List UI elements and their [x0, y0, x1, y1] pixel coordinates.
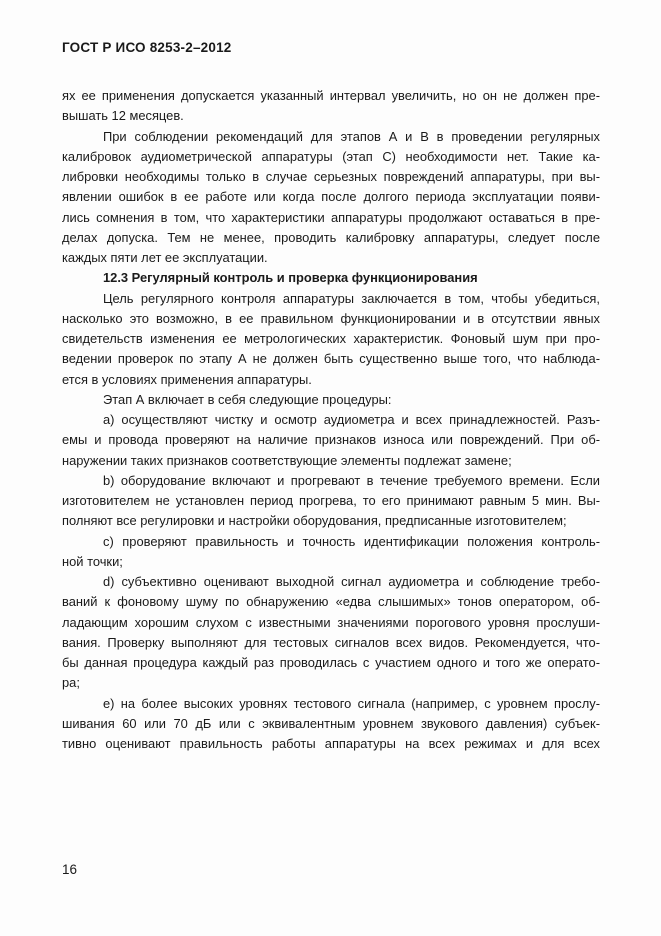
text-line: калибровок аудиометрической аппаратуры (этап С) необходимости нет. Такие ка- — [62, 148, 600, 164]
text-line: ладающим хорошим слухом с известными значениями порогового уровня прослуши- — [62, 614, 600, 630]
text-line: ведении проверок по этапу А не должен быть существенно выше того, что наблюда- — [62, 351, 600, 367]
list-item-b: b) оборудование включают и прогревают в течение требуемого времени. Если — [103, 472, 600, 488]
paragraph-start: Цель регулярного контроля аппаратуры заключается в том, чтобы убедиться, — [103, 290, 600, 306]
text-line: ра; — [62, 675, 80, 691]
text-line: ях ее применения допускается указанный интервал увеличить, но он не должен пре- — [62, 88, 600, 103]
text-line: свидетельств изменения ее метрологических характеристик. Фоновый шум при про- — [62, 331, 600, 346]
list-item-c: с) проверяют правильность и точность идентификации положения контроль- — [103, 533, 600, 549]
text-line: бы данная процедура каждый раз проводилась с участием одного и того же операто- — [62, 655, 600, 670]
text-line: вышать 12 месяцев. — [62, 108, 184, 124]
paragraph-start: При соблюдении рекомендаций для этапов А и В в проведении регулярных — [103, 128, 600, 144]
text-line: лись сомнения в том, что характеристики аппаратуры продолжают оставаться в пре- — [62, 209, 600, 225]
text-line: делах допуска. Тем не менее, проводить калибровку аппаратуры, следует после — [62, 229, 600, 245]
document-header: ГОСТ Р ИСО 8253-2–2012 — [62, 40, 232, 55]
text-line: наружении таких признаков соответствующие элементы подлежат замене; — [62, 452, 512, 468]
section-heading: 12.3 Регулярный контроль и проверка функционирования — [103, 270, 478, 286]
text-line: либровки необходимы только в случае серьезных повреждений аппаратуры, при вы- — [62, 169, 600, 184]
text-line: вания. Проверку выполняют для тестовых сигналов всех видов. Рекомендуется, что- — [62, 634, 600, 650]
text-line: ваний к фоновому шуму по обнаружению «едва слышимых» тонов оператором, об- — [62, 594, 600, 610]
text-line: тивно оценивают правильность работы аппаратуры на всех режимах и для всех — [62, 736, 600, 751]
text-line: полняют все регулировки и настройки оборудования, предписанные изготовителем; — [62, 513, 567, 529]
text-line: явлении ошибок в ее работе или когда после долгого периода эксплуатации появи- — [62, 189, 600, 205]
text-line: емы и провода проверяют на наличие признаков износа или повреждений. При об- — [62, 432, 600, 448]
list-item-e: е) на более высоких уровнях тестового сигнала (например, с уровнем прослу- — [103, 695, 600, 711]
paragraph-start: Этап А включает в себя следующие процедуры: — [103, 391, 392, 407]
document-body — [62, 86, 600, 754]
list-item-d: d) субъективно оценивают выходной сигнал аудиометра и соблюдение требо- — [103, 574, 600, 589]
text-line: каждых пяти лет ее эксплуатации. — [62, 250, 268, 265]
text-line: ется в условиях применения аппаратуры. — [62, 371, 312, 387]
text-line: изготовителем не установлен период прогрева, то его принимают равным 5 мин. Вы- — [62, 493, 600, 508]
list-item-a: а) осуществляют чистку и осмотр аудиометра и всех принадлежностей. Разъ- — [103, 412, 600, 427]
text-line: шивания 60 или 70 дБ или с эквивалентным уровнем звукового давления) субъек- — [62, 715, 600, 731]
text-line: ной точки; — [62, 553, 123, 569]
text-line: насколько это возможно, в ее правильном функционировании и в отсутствии явных — [62, 310, 600, 326]
page-number: 16 — [62, 862, 78, 877]
